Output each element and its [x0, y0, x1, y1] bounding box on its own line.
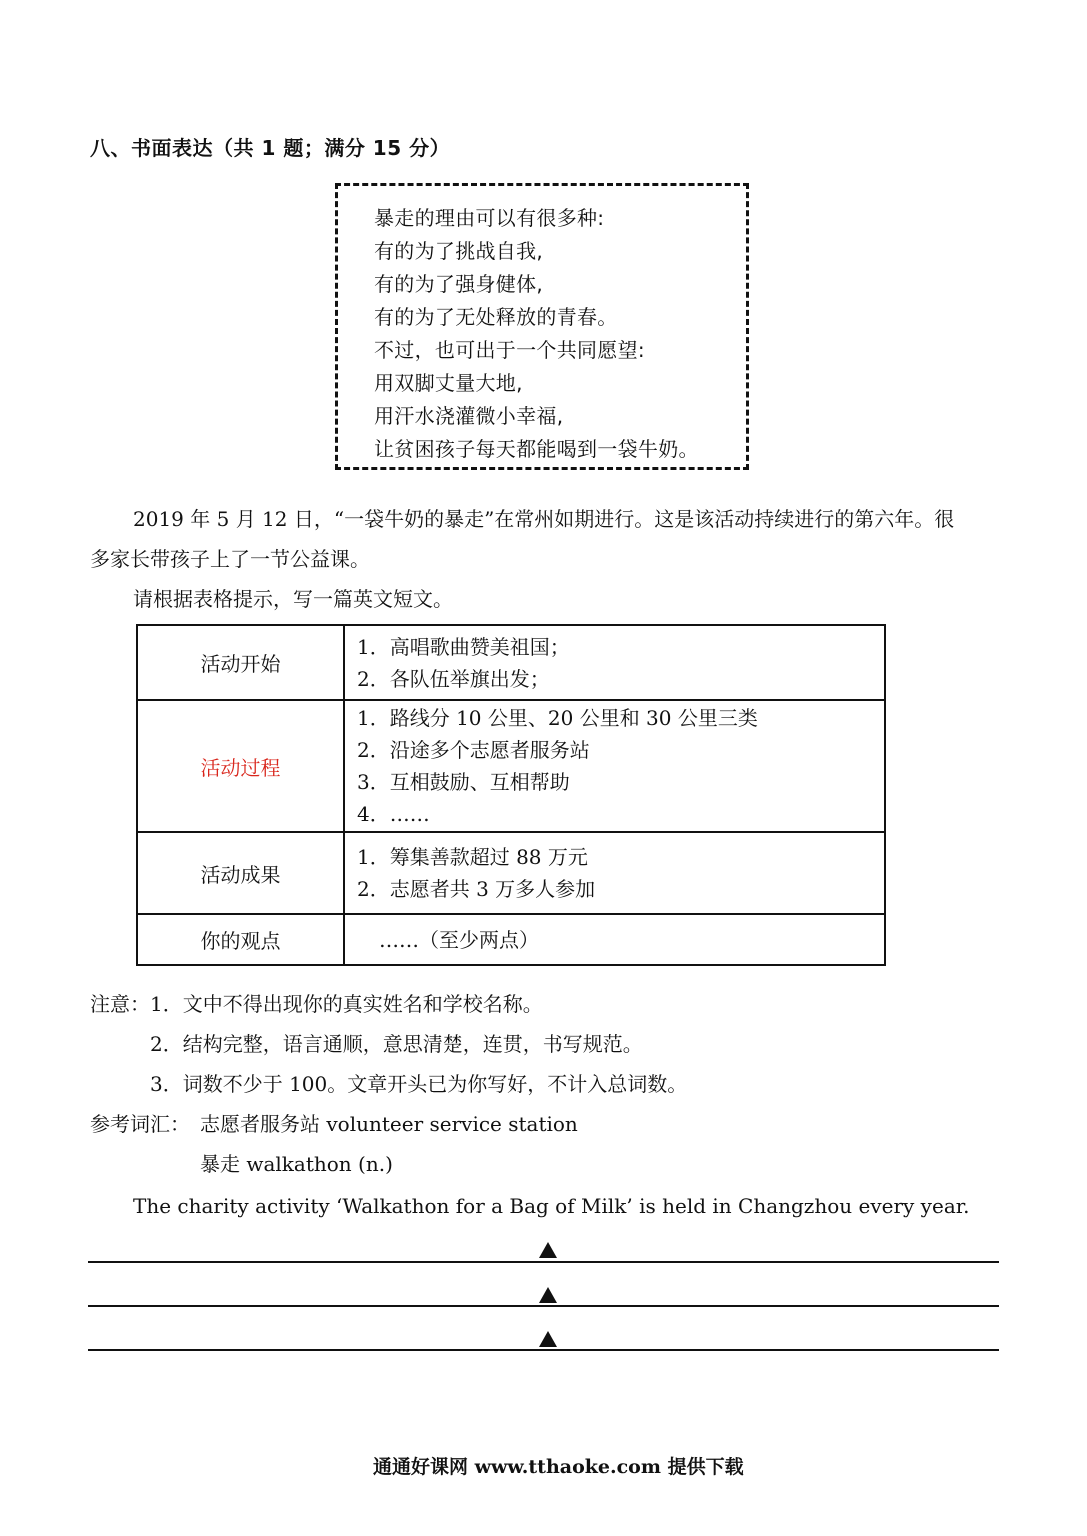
intro-line-2: 多家长带孩子上了一节公益课。	[90, 547, 370, 571]
answer-line[interactable]	[88, 1261, 999, 1263]
list-item: 4．……	[357, 802, 430, 826]
row-label: 活动成果	[137, 832, 344, 914]
answer-line[interactable]	[88, 1305, 999, 1307]
instruction: 请根据表格提示，写一篇英文短文。	[133, 587, 453, 611]
activity-table	[136, 624, 886, 966]
poem-line: 不过，也可出于一个共同愿望:	[374, 338, 645, 362]
list-item: 2．沿途多个志愿者服务站	[357, 738, 590, 762]
list-item: 2．各队伍举旗出发；	[357, 666, 550, 691]
vocab-entry: 暴走 walkathon (n.)	[200, 1152, 393, 1176]
notes-label: 注意：	[90, 992, 150, 1016]
table-row	[137, 625, 885, 700]
triangle-marker-icon	[539, 1242, 557, 1258]
triangle-marker-icon	[539, 1331, 557, 1347]
row-content	[344, 700, 885, 832]
row-label-highlighted: 活动过程	[137, 700, 344, 832]
poem-line: 有的为了强身健体,	[374, 272, 544, 296]
table-row	[137, 700, 885, 832]
list-item: 1．高唱歌曲赞美祖国；	[357, 634, 570, 659]
poem-line: 用双脚丈量大地,	[374, 371, 523, 395]
row-content	[344, 625, 885, 700]
table-row	[137, 832, 885, 914]
poem-line: 让贫困孩子每天都能喝到一袋牛奶。	[374, 437, 699, 461]
note-item: 2．结构完整，语言通顺，意思清楚，连贯，书写规范。	[150, 1032, 643, 1056]
row-content	[344, 832, 885, 914]
poem-line: 暴走的理由可以有很多种:	[374, 206, 605, 230]
list-item: 3．互相鼓励、互相帮助	[357, 770, 570, 794]
list-item: ……（至少两点）	[379, 927, 539, 952]
list-item: 2．志愿者共 3 万多人参加	[357, 877, 596, 901]
table-row	[137, 914, 885, 965]
intro-line-1: 2019 年 5 月 12 日，“一袋牛奶的暴走”在常州如期进行。这是该活动持续进行的第六年。很	[133, 507, 955, 531]
footer-credit: 通通好课网 www.tthaoke.com 提供下载	[373, 1456, 744, 1478]
poem-line: 有的为了无处释放的青春。	[374, 305, 618, 329]
row-label: 你的观点	[137, 914, 344, 965]
row-content	[344, 914, 885, 965]
vocab-entry: 志愿者服务站 volunteer service station	[200, 1112, 578, 1136]
list-item: 1．筹集善款超过 88 万元	[357, 845, 588, 869]
answer-line[interactable]	[88, 1349, 999, 1351]
section-title: 八、书面表达（共 1 题；满分 15 分）	[90, 136, 451, 160]
poem-line: 用汗水浇灌微小幸福,	[374, 404, 564, 428]
row-label: 活动开始	[137, 625, 344, 700]
note-item: 3．词数不少于 100。文章开头已为你写好，不计入总词数。	[150, 1072, 688, 1096]
poem-box	[335, 183, 749, 470]
opening-sentence: The charity activity ‘Walkathon for a Bag of Milk’ is held in Changzhou every year.	[133, 1194, 970, 1218]
list-item: 1．路线分 10 公里、20 公里和 30 公里三类	[357, 706, 758, 730]
poem-line: 有的为了挑战自我,	[374, 239, 544, 263]
triangle-marker-icon	[539, 1287, 557, 1303]
vocab-label: 参考词汇：	[90, 1112, 190, 1136]
note-item: 1．文中不得出现你的真实姓名和学校名称。	[150, 992, 543, 1016]
